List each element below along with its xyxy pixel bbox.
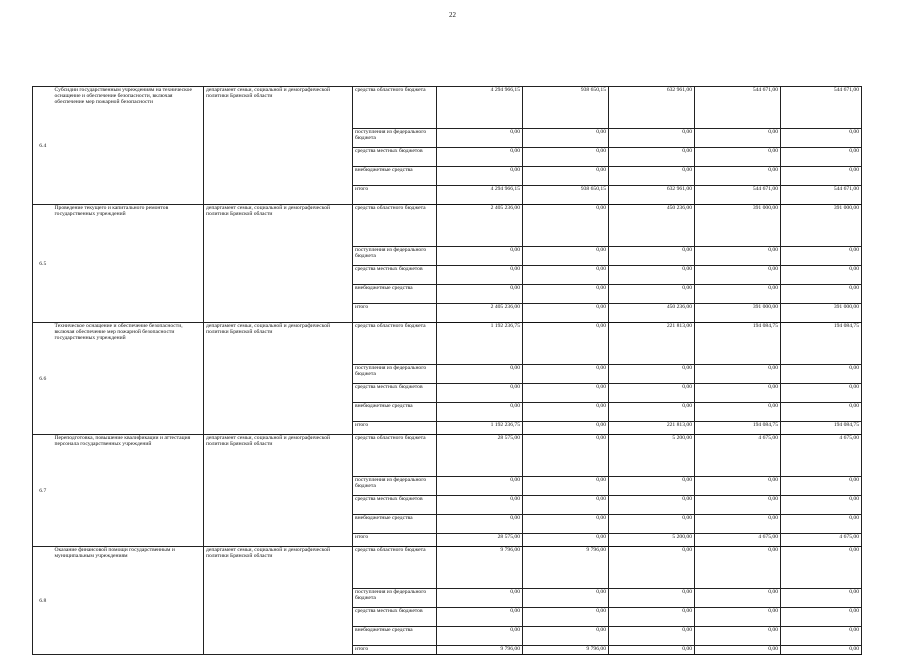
amount-year-4: 0,00 xyxy=(781,365,862,384)
amount-year-2: 0,00 xyxy=(609,608,695,627)
amount-total: 2 405 236,00 xyxy=(437,205,523,247)
amount-year-4: 0,00 xyxy=(781,515,862,534)
amount-year-4: 391 000,00 xyxy=(781,304,862,323)
amount-year-3: 544 671,00 xyxy=(695,186,781,205)
amount-year-4: 0,00 xyxy=(781,148,862,167)
amount-year-2: 0,00 xyxy=(609,148,695,167)
amount-year-1: 0,00 xyxy=(523,365,609,384)
amount-year-2: 221 813,00 xyxy=(609,422,695,435)
amount-total: 4 294 966,15 xyxy=(437,186,523,205)
table-row xyxy=(33,205,862,247)
amount-total: 0,00 xyxy=(437,515,523,534)
amount-year-3: 0,00 xyxy=(695,266,781,285)
funding-source: средства местных бюджетов xyxy=(353,148,437,167)
amount-year-4: 544 671,00 xyxy=(781,87,862,129)
amount-year-2: 5 200,00 xyxy=(609,435,695,477)
amount-year-3: 0,00 xyxy=(695,285,781,304)
amount-year-1: 0,00 xyxy=(523,608,609,627)
amount-year-4: 391 000,00 xyxy=(781,205,862,247)
amount-year-4: 194 084,75 xyxy=(781,323,862,365)
amount-year-1: 938 650,15 xyxy=(523,87,609,129)
amount-year-4: 0,00 xyxy=(781,627,862,646)
amount-year-2: 632 961,00 xyxy=(609,87,695,129)
funding-source: средства местных бюджетов xyxy=(353,266,437,285)
amount-year-1: 0,00 xyxy=(523,148,609,167)
amount-year-1: 0,00 xyxy=(523,205,609,247)
amount-year-3: 0,00 xyxy=(695,627,781,646)
amount-year-1: 0,00 xyxy=(523,534,609,547)
amount-year-2: 0,00 xyxy=(609,477,695,496)
amount-year-1: 0,00 xyxy=(523,589,609,608)
amount-year-1: 9 796,00 xyxy=(523,646,609,655)
amount-year-3: 194 084,75 xyxy=(695,323,781,365)
funding-source: внебюджетные средства xyxy=(353,403,437,422)
amount-total: 28 575,00 xyxy=(437,534,523,547)
funding-source: поступления из федерального бюджета xyxy=(353,247,437,266)
amount-year-2: 0,00 xyxy=(609,496,695,515)
amount-year-1: 0,00 xyxy=(523,435,609,477)
amount-year-1: 0,00 xyxy=(523,422,609,435)
amount-year-1: 0,00 xyxy=(523,266,609,285)
funding-source: поступления из федерального бюджета xyxy=(353,129,437,148)
funding-source: средства областного бюджета xyxy=(353,205,437,247)
amount-year-3: 391 000,00 xyxy=(695,205,781,247)
amount-total: 9 796,00 xyxy=(437,547,523,589)
amount-year-1: 0,00 xyxy=(523,384,609,403)
amount-total: 4 294 966,15 xyxy=(437,87,523,129)
amount-year-3: 0,00 xyxy=(695,384,781,403)
amount-year-4: 194 084,75 xyxy=(781,422,862,435)
amount-year-4: 0,00 xyxy=(781,477,862,496)
amount-total: 1 192 236,75 xyxy=(437,323,523,365)
section-title: Переподготовка, повышение квалификации и аттестация персонала государственных учреждений xyxy=(53,435,204,547)
amount-total: 1 192 236,75 xyxy=(437,422,523,435)
section-executor: департамент семьи, социальной и демографической политики Брянской области xyxy=(204,205,353,323)
amount-year-3: 0,00 xyxy=(695,148,781,167)
amount-year-1: 0,00 xyxy=(523,496,609,515)
funding-source: внебюджетные средства xyxy=(353,515,437,534)
funding-source: внебюджетные средства xyxy=(353,285,437,304)
amount-year-2: 221 813,00 xyxy=(609,323,695,365)
amount-year-1: 9 796,00 xyxy=(523,547,609,589)
amount-total: 0,00 xyxy=(437,589,523,608)
amount-year-1: 0,00 xyxy=(523,323,609,365)
budget-table xyxy=(32,86,862,655)
amount-year-2: 0,00 xyxy=(609,365,695,384)
amount-year-2: 0,00 xyxy=(609,589,695,608)
amount-year-1: 0,00 xyxy=(523,285,609,304)
amount-total: 0,00 xyxy=(437,266,523,285)
amount-year-4: 0,00 xyxy=(781,646,862,655)
section-title: Техническое оснащение и обеспечение безопасности, включая обеспечение мер пожарной безопасности государственных учреждений xyxy=(53,323,204,435)
amount-total: 0,00 xyxy=(437,129,523,148)
amount-year-3: 4 675,00 xyxy=(695,435,781,477)
funding-source: средства местных бюджетов xyxy=(353,384,437,403)
amount-year-3: 0,00 xyxy=(695,496,781,515)
funding-source: средства областного бюджета xyxy=(353,87,437,129)
funding-source: средства областного бюджета xyxy=(353,435,437,477)
amount-year-1: 0,00 xyxy=(523,403,609,422)
amount-total: 0,00 xyxy=(437,403,523,422)
table-body xyxy=(33,87,862,655)
section-title: Проведение текущего и капитального ремонтов государственных учреждений xyxy=(53,205,204,323)
funding-source: итого xyxy=(353,422,437,435)
funding-source: итого xyxy=(353,186,437,205)
section-executor: департамент семьи, социальной и демографической политики Брянской области xyxy=(204,87,353,205)
amount-year-4: 4 675,00 xyxy=(781,435,862,477)
section-title: Субсидии государственным учреждениям на техническое оснащение и обеспечение безопасности, включая обеспечение мер пожарной безопасности xyxy=(53,87,204,205)
amount-total: 28 575,00 xyxy=(437,435,523,477)
amount-total: 0,00 xyxy=(437,627,523,646)
funding-source: средства местных бюджетов xyxy=(353,608,437,627)
amount-year-4: 544 671,00 xyxy=(781,186,862,205)
amount-year-4: 0,00 xyxy=(781,266,862,285)
amount-year-2: 0,00 xyxy=(609,627,695,646)
amount-total: 0,00 xyxy=(437,608,523,627)
amount-year-1: 0,00 xyxy=(523,167,609,186)
section-executor: департамент семьи, социальной и демографической политики Брянской области xyxy=(204,435,353,547)
section-code: 6.8 xyxy=(33,547,53,655)
amount-year-4: 0,00 xyxy=(781,589,862,608)
amount-year-3: 0,00 xyxy=(695,247,781,266)
amount-year-3: 4 675,00 xyxy=(695,534,781,547)
funding-source: итого xyxy=(353,534,437,547)
amount-year-1: 0,00 xyxy=(523,247,609,266)
amount-year-4: 0,00 xyxy=(781,285,862,304)
amount-year-4: 0,00 xyxy=(781,547,862,589)
amount-year-3: 0,00 xyxy=(695,129,781,148)
amount-year-2: 0,00 xyxy=(609,384,695,403)
funding-source: внебюджетные средства xyxy=(353,627,437,646)
funding-source: поступления из федерального бюджета xyxy=(353,589,437,608)
amount-total: 0,00 xyxy=(437,365,523,384)
section-title: Оказание финансовой помощи государственным и муниципальным учреждениям xyxy=(53,547,204,655)
amount-year-2: 0,00 xyxy=(609,167,695,186)
amount-year-3: 194 084,75 xyxy=(695,422,781,435)
amount-year-4: 0,00 xyxy=(781,167,862,186)
amount-year-3: 0,00 xyxy=(695,589,781,608)
amount-year-4: 4 675,00 xyxy=(781,534,862,547)
amount-year-2: 0,00 xyxy=(609,285,695,304)
funding-source: итого xyxy=(353,304,437,323)
amount-year-4: 0,00 xyxy=(781,496,862,515)
funding-source: поступления из федерального бюджета xyxy=(353,477,437,496)
funding-source: внебюджетные средства xyxy=(353,167,437,186)
funding-source: средства областного бюджета xyxy=(353,323,437,365)
amount-year-2: 450 236,00 xyxy=(609,205,695,247)
section-executor: департамент семьи, социальной и демографической политики Брянской области xyxy=(204,323,353,435)
amount-year-2: 0,00 xyxy=(609,646,695,655)
amount-year-2: 5 200,00 xyxy=(609,534,695,547)
amount-total: 0,00 xyxy=(437,247,523,266)
amount-year-1: 0,00 xyxy=(523,129,609,148)
amount-total: 0,00 xyxy=(437,496,523,515)
amount-year-2: 632 961,00 xyxy=(609,186,695,205)
table-row xyxy=(33,87,862,129)
amount-year-4: 0,00 xyxy=(781,403,862,422)
amount-year-2: 450 236,00 xyxy=(609,304,695,323)
section-code: 6.4 xyxy=(33,87,53,205)
amount-year-1: 0,00 xyxy=(523,515,609,534)
section-executor: департамент семьи, социальной и демографической политики Брянской области xyxy=(204,547,353,655)
amount-year-2: 0,00 xyxy=(609,266,695,285)
funding-source: средства местных бюджетов xyxy=(353,496,437,515)
amount-year-3: 0,00 xyxy=(695,515,781,534)
amount-year-3: 0,00 xyxy=(695,547,781,589)
funding-source: итого xyxy=(353,646,437,655)
amount-year-3: 0,00 xyxy=(695,365,781,384)
amount-total: 9 796,00 xyxy=(437,646,523,655)
amount-year-4: 0,00 xyxy=(781,384,862,403)
amount-year-1: 938 650,15 xyxy=(523,186,609,205)
amount-year-3: 0,00 xyxy=(695,477,781,496)
amount-year-2: 0,00 xyxy=(609,403,695,422)
amount-year-3: 544 671,00 xyxy=(695,87,781,129)
amount-total: 2 405 236,00 xyxy=(437,304,523,323)
amount-year-2: 0,00 xyxy=(609,547,695,589)
table-row xyxy=(33,323,862,365)
amount-total: 0,00 xyxy=(437,167,523,186)
page-number: 22 xyxy=(449,11,456,19)
amount-year-2: 0,00 xyxy=(609,247,695,266)
table-row xyxy=(33,435,862,477)
amount-total: 0,00 xyxy=(437,285,523,304)
section-code: 6.6 xyxy=(33,323,53,435)
amount-year-4: 0,00 xyxy=(781,129,862,148)
amount-year-3: 0,00 xyxy=(695,646,781,655)
amount-total: 0,00 xyxy=(437,477,523,496)
amount-year-4: 0,00 xyxy=(781,247,862,266)
table-row xyxy=(33,547,862,589)
funding-source: поступления из федерального бюджета xyxy=(353,365,437,384)
amount-year-1: 0,00 xyxy=(523,627,609,646)
amount-year-3: 391 000,00 xyxy=(695,304,781,323)
section-code: 6.7 xyxy=(33,435,53,547)
amount-total: 0,00 xyxy=(437,148,523,167)
amount-year-4: 0,00 xyxy=(781,608,862,627)
amount-total: 0,00 xyxy=(437,384,523,403)
amount-year-2: 0,00 xyxy=(609,129,695,148)
amount-year-1: 0,00 xyxy=(523,304,609,323)
amount-year-3: 0,00 xyxy=(695,167,781,186)
funding-source: средства областного бюджета xyxy=(353,547,437,589)
amount-year-1: 0,00 xyxy=(523,477,609,496)
section-code: 6.5 xyxy=(33,205,53,323)
amount-year-2: 0,00 xyxy=(609,515,695,534)
amount-year-3: 0,00 xyxy=(695,608,781,627)
amount-year-3: 0,00 xyxy=(695,403,781,422)
